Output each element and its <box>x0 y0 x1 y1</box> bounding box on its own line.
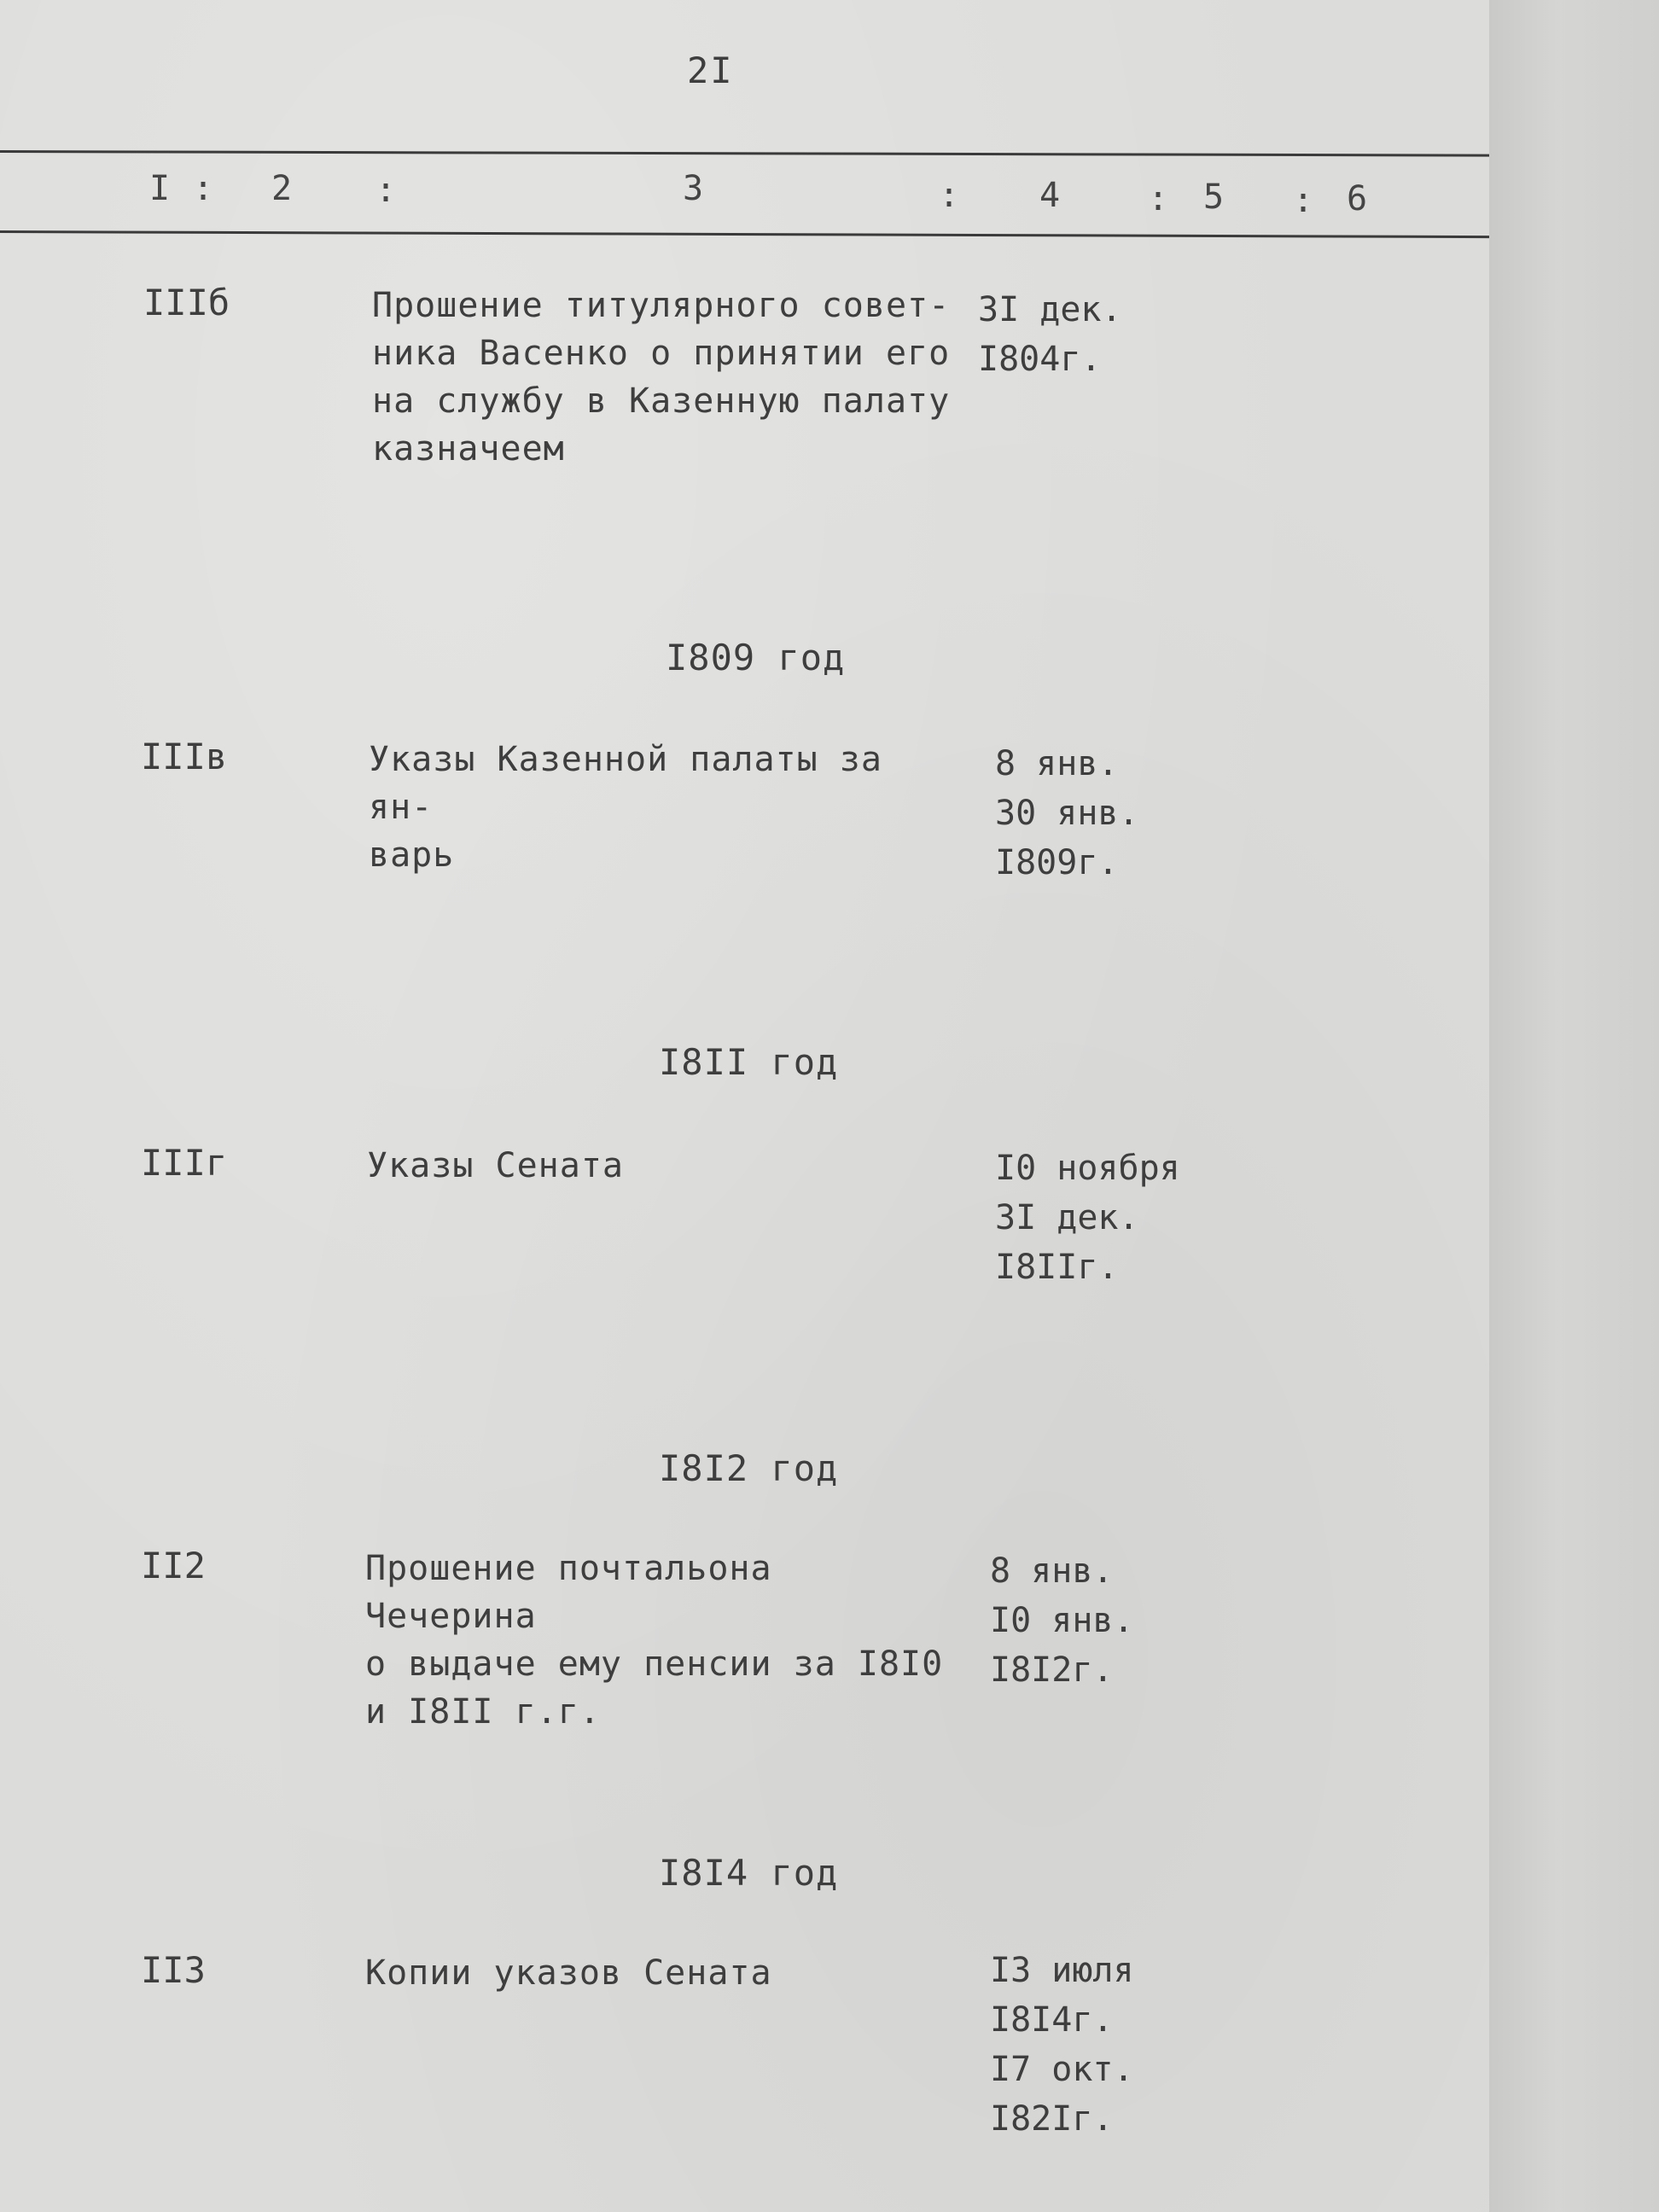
entry-date-line: 8 янв. <box>990 1551 1114 1591</box>
entry-number: IIIв <box>141 736 228 777</box>
entry-date-line: I8I4г. <box>990 2000 1114 2040</box>
entry-dates <box>978 285 1200 384</box>
entry-description-line: Прошение почтальона Чечерина <box>365 1549 772 1636</box>
year-heading: I8II год <box>659 1041 839 1083</box>
page-edge-background <box>1489 0 1659 2212</box>
entry-description-line: Копии указов Сената <box>365 1953 772 1993</box>
entry-dates <box>995 1144 1217 1292</box>
column-header-3: 3 <box>683 169 704 208</box>
entry-date-line: 3I дек. <box>978 290 1122 329</box>
entry-description <box>372 282 969 473</box>
entry-description-line: и I8II г.г. <box>365 1692 601 1732</box>
entry-date-line: I8I2г. <box>990 1650 1114 1690</box>
entry-date-line: 30 янв. <box>995 794 1139 833</box>
entry-dates <box>990 1946 1212 2144</box>
column-separator: : <box>193 169 214 208</box>
entry-number: II3 <box>141 1949 206 1991</box>
column-separator: : <box>1148 179 1169 218</box>
entry-number: IIIб <box>143 282 230 323</box>
entry-description <box>369 736 966 879</box>
entry-date-line: I8IIг. <box>995 1248 1119 1287</box>
entry-description <box>365 1545 963 1736</box>
entry-description-line: о выдаче ему пенсии за I8I0 <box>365 1644 944 1684</box>
page-number: 2I <box>687 49 734 91</box>
entry-description-line: Указы Казенной палаты за ян- <box>369 740 882 827</box>
entry-date-line: I7 окт. <box>990 2050 1134 2089</box>
column-separator: : <box>939 176 960 215</box>
entry-description <box>367 1142 964 1190</box>
entry-description-line: варь <box>369 835 455 875</box>
entry-date-line: I0 ноября <box>995 1149 1180 1188</box>
entry-description-line: Прошение титулярного совет- <box>372 286 951 325</box>
column-header-5: 5 <box>1203 178 1225 217</box>
entry-date-line: 8 янв. <box>995 744 1119 783</box>
column-separator: : <box>1293 181 1314 220</box>
entry-description-line: ника Васенко о принятии его <box>372 334 951 373</box>
entry-date-line: I0 янв. <box>990 1601 1134 1640</box>
column-header-6: 6 <box>1347 179 1368 218</box>
entry-date-line: I82Iг. <box>990 2099 1114 2139</box>
entry-dates <box>990 1546 1212 1695</box>
entry-description-line: Указы Сената <box>367 1146 624 1185</box>
entry-description-line: казначеем <box>372 429 565 469</box>
entry-number: II2 <box>141 1545 206 1586</box>
year-heading: I809 год <box>666 637 846 678</box>
entry-date-line: I809г. <box>995 843 1119 882</box>
entry-dates <box>995 739 1217 888</box>
column-header-4: 4 <box>1039 176 1061 215</box>
entry-date-line: I3 июля <box>990 1951 1134 1990</box>
year-heading: I8I4 год <box>659 1852 839 1894</box>
column-header-1: I <box>149 169 171 208</box>
entry-date-line: I804г. <box>978 340 1102 379</box>
entry-description <box>365 1949 963 1997</box>
year-heading: I8I2 год <box>659 1447 839 1489</box>
entry-number: IIIг <box>141 1142 228 1184</box>
column-header-2: 2 <box>271 169 293 208</box>
column-separator: : <box>375 171 397 210</box>
entry-date-line: 3I дек. <box>995 1198 1139 1237</box>
entry-description-line: на службу в Казенную палату <box>372 381 951 421</box>
